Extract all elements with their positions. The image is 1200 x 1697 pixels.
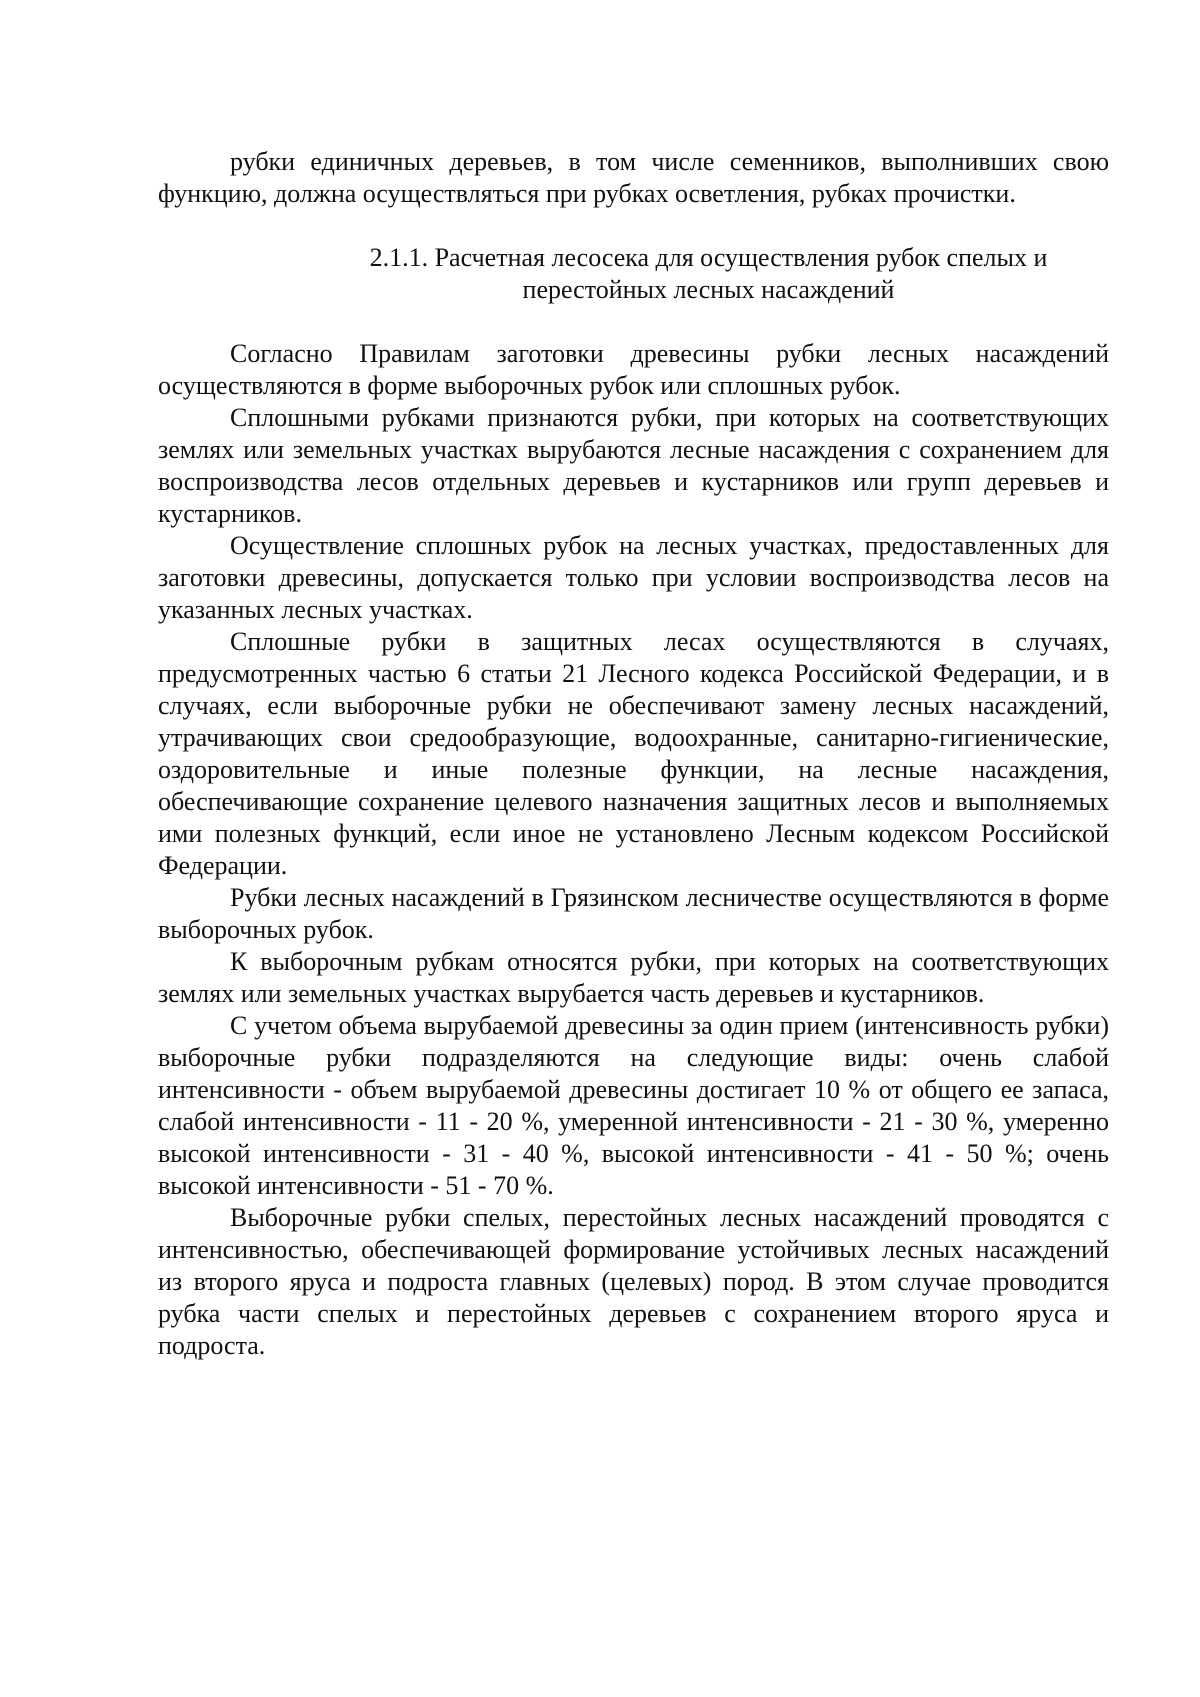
paragraph-selective-cutting-definition: К выборочным рубкам относятся рубки, при которых на соответствующих землях или земельных участках вырубается часть деревьев и кустарников. [158,947,1109,1008]
paragraph-gryazi-forestry: Рубки лесных насаждений в Грязинском лесничестве осуществляются в форме выборочных рубок. [158,883,1109,944]
paragraph-clear-cutting-conditions: Осуществление сплошных рубок на лесных участках, предоставленных для заготовки древесины, допускается только при условии воспроизводства лесов на указанных лесных участках. [158,531,1109,624]
paragraph-clear-cutting-definition: Сплошными рубками признаются рубки, при которых на соответствующих землях или земельных участках вырубаются лесные насаждения с сохранением для воспроизводства лесов отдельных деревьев и кустарников или групп деревьев и кустарников. [158,403,1109,528]
continuation-paragraph: рубки единичных деревьев, в том числе семенников, выполнивших свою функцию, должна осуществляться при рубках осветления, рубках прочистки. [158,147,1109,208]
section-heading-line-2: перестойных лесных насаждений [522,275,895,304]
document-page [158,146,1109,1362]
section-heading [158,242,1109,306]
paragraph-mature-stands: Выборочные рубки спелых, перестойных лесных насаждений проводятся с интенсивностью, обеспечивающей формирование устойчивых лесных насаждений из второго яруса и подроста главных (целевых) пород. В этом случае проводится рубка части спелых и перестойных деревьев с сохранением второго яруса и подроста. [158,1203,1109,1360]
section-heading-line-1: 2.1.1. Расчетная лесосека для осуществления рубок спелых и [369,243,1048,272]
paragraph-protective-forests: Сплошные рубки в защитных лесах осуществляются в случаях, предусмотренных частью 6 статьи 21 Лесного кодекса Российской Федерации, и в случаях, если выборочные рубки не обеспечивают замену лесных насаждений, утрачивающих свои средообразующие, водоохранные, санитарно-гигиенические, оздоровительные и иные полезные функции, на лесные насаждения, обеспечивающие сохранение целевого назначения защитных лесов и выполняемых ими полезных функций, если иное не установлено Лесным кодексом Российской Федерации. [158,627,1109,880]
paragraph-intensity-types: С учетом объема вырубаемой древесины за один прием (интенсивность рубки) выборочные рубки подразделяются на следующие виды: очень слабой интенсивности - объем вырубаемой древесины достигает 10 % от общего ее запаса, слабой интенсивности - 11 - 20 %, умеренной интенсивности - 21 - 30 %, умеренно высокой интенсивности - 31 - 40 %, высокой интенсивности - 41 - 50 %; очень высокой интенсивности - 51 - 70 %. [158,1011,1109,1200]
paragraph-cutting-forms: Согласно Правилам заготовки древесины рубки лесных насаждений осуществляются в форме выборочных рубок или сплошных рубок. [158,339,1109,400]
